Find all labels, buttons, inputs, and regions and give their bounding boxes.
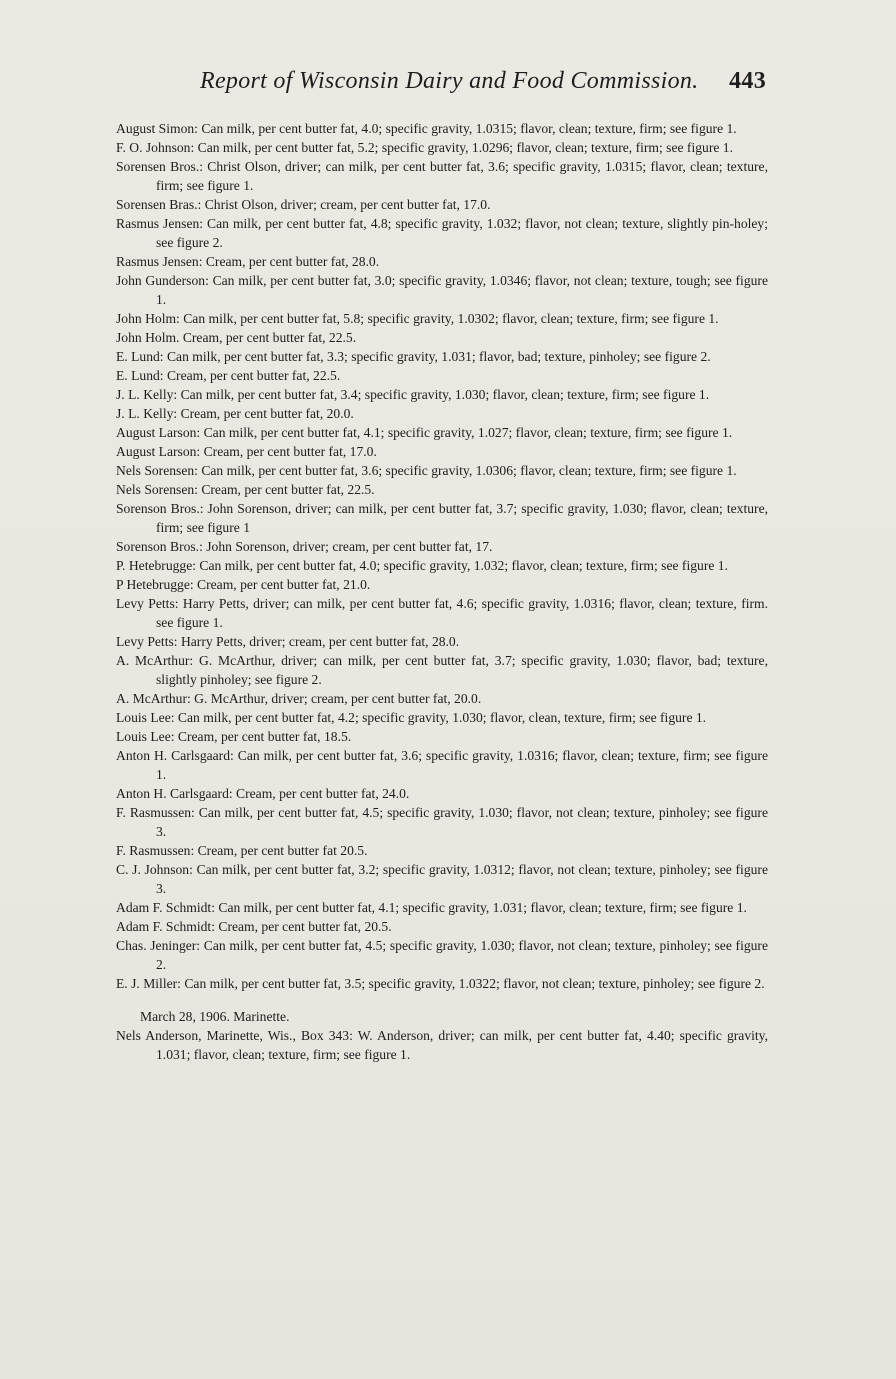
- sample-entry: Chas. Jeninger: Can milk, per cent butter fat, 4.5; specific gravity, 1.030; flavor, not clean; texture, pinholey; see figure 2.: [116, 938, 768, 972]
- dateline: March 28, 1906. Marinette.: [140, 1009, 290, 1024]
- sample-entry: Louis Lee: Cream, per cent butter fat, 18.5.: [116, 729, 352, 744]
- sample-entry: John Holm. Cream, per cent butter fat, 22.5.: [116, 330, 357, 345]
- sample-entry: Rasmus Jensen: Cream, per cent butter fat, 28.0.: [116, 254, 380, 269]
- sample-entry: F. Rasmussen: Cream, per cent butter fat 20.5.: [116, 843, 368, 858]
- sample-entry: August Larson: Cream, per cent butter fat, 17.0.: [116, 444, 377, 459]
- sample-entry: F. O. Johnson: Can milk, per cent butter fat, 5.2; specific gravity, 1.0296; flavor, clean; texture, firm; see figure 1.: [116, 140, 733, 155]
- sample-entry: Nels Sorensen: Cream, per cent butter fat, 22.5.: [116, 482, 375, 497]
- sample-entry: Adam F. Schmidt: Cream, per cent butter fat, 20.5.: [116, 919, 392, 934]
- sample-entry: P Hetebrugge: Cream, per cent butter fat, 21.0.: [116, 577, 371, 592]
- sample-entry: Sorenson Bros.: John Sorenson, driver; can milk, per cent butter fat, 3.7; specific gravity, 1.030; flavor, clean; texture, firm; see figure 1: [116, 501, 768, 535]
- sample-entry: Anton H. Carlsgaard: Cream, per cent butter fat, 24.0.: [116, 786, 410, 801]
- sample-entry: Rasmus Jensen: Can milk, per cent butter fat, 4.8; specific gravity, 1.032; flavor, not clean; texture, slightly pin-holey; see figure 2.: [116, 216, 768, 250]
- sample-entry: A. McArthur: G. McArthur, driver; can milk, per cent butter fat, 3.7; specific gravity, 1.030; flavor, bad; texture, slightly pinholey; see figure 2.: [116, 653, 768, 687]
- sample-entry: J. L. Kelly: Can milk, per cent butter fat, 3.4; specific gravity, 1.030; flavor, clean; texture, firm; see figure 1.: [116, 387, 710, 402]
- running-head-title: Report of Wisconsin Dairy and Food Commission.: [200, 68, 699, 94]
- sample-entry: Nels Sorensen: Can milk, per cent butter fat, 3.6; specific gravity, 1.0306; flavor, clean; texture, firm; see figure 1.: [116, 463, 737, 478]
- sample-entry: Adam F. Schmidt: Can milk, per cent butter fat, 4.1; specific gravity, 1.031; flavor, clean; texture, firm; see figure 1.: [116, 900, 747, 915]
- sample-entry: J. L. Kelly: Cream, per cent butter fat, 20.0.: [116, 406, 354, 421]
- sample-entry: C. J. Johnson: Can milk, per cent butter fat, 3.2; specific gravity, 1.0312; flavor, not clean; texture, pinholey; see figure 3.: [116, 862, 768, 896]
- sample-entry: E. J. Miller: Can milk, per cent butter fat, 3.5; specific gravity, 1.0322; flavor, not clean; texture, pinholey; see figure 2.: [116, 976, 765, 991]
- section-gap: [116, 993, 768, 1007]
- sample-entry: Sorensen Bras.: Christ Olson, driver; cream, per cent butter fat, 17.0.: [116, 197, 491, 212]
- sample-entry: Louis Lee: Can milk, per cent butter fat, 4.2; specific gravity, 1.030; flavor, clean, texture, firm; see figure 1.: [116, 710, 707, 725]
- sample-entry: August Simon: Can milk, per cent butter fat, 4.0; specific gravity, 1.0315; flavor, clean; texture, firm; see figure 1.: [116, 121, 737, 136]
- page-number: 443: [729, 68, 766, 94]
- sample-entry: F. Rasmussen: Can milk, per cent butter fat, 4.5; specific gravity, 1.030; flavor, not clean; texture, pinholey; see figure 3.: [116, 805, 768, 839]
- sample-entry: Sorenson Bros.: John Sorenson, driver; cream, per cent butter fat, 17.: [116, 539, 493, 554]
- sample-entry: A. McArthur: G. McArthur, driver; cream, per cent butter fat, 20.0.: [116, 691, 482, 706]
- sample-entry: E. Lund: Can milk, per cent butter fat, 3.3; specific gravity, 1.031; flavor, bad; texture, pinholey; see figure 2.: [116, 349, 711, 364]
- sample-entry: John Gunderson: Can milk, per cent butter fat, 3.0; specific gravity, 1.0346; flavor, not clean; texture, tough; see figure 1.: [116, 273, 768, 307]
- sample-entry: Anton H. Carlsgaard: Can milk, per cent butter fat, 3.6; specific gravity, 1.0316; flavor, clean; texture, firm; see figure 1.: [116, 748, 768, 782]
- report-body: [116, 119, 768, 1064]
- running-head: [200, 68, 766, 95]
- sample-entry: Sorensen Bros.: Christ Olson, driver; can milk, per cent butter fat, 3.6; specific gravity, 1.0315; flavor, clean; texture, firm; see figure 1.: [116, 159, 768, 193]
- sample-entry: Nels Anderson, Marinette, Wis., Box 343: W. Anderson, driver; can milk, per cent butter fat, 4.40; specific gravity, 1.031; flavor, clean; texture, firm; see figure 1.: [116, 1028, 768, 1062]
- sample-entry: August Larson: Can milk, per cent butter fat, 4.1; specific gravity, 1.027; flavor, clean; texture, firm; see figure 1.: [116, 425, 733, 440]
- sample-entry: Levy Petts: Harry Petts, driver; cream, per cent butter fat, 28.0.: [116, 634, 460, 649]
- sample-entry: Levy Petts: Harry Petts, driver; can milk, per cent butter fat, 4.6; specific gravity, 1.0316; flavor, clean; texture, firm. see figure 1.: [116, 596, 768, 630]
- sample-entry: E. Lund: Cream, per cent butter fat, 22.5.: [116, 368, 341, 383]
- sample-entry: John Holm: Can milk, per cent butter fat, 5.8; specific gravity, 1.0302; flavor, clean; texture, firm; see figure 1.: [116, 311, 719, 326]
- sample-entry: P. Hetebrugge: Can milk, per cent butter fat, 4.0; specific gravity, 1.032; flavor, clean; texture, firm; see figure 1.: [116, 558, 728, 573]
